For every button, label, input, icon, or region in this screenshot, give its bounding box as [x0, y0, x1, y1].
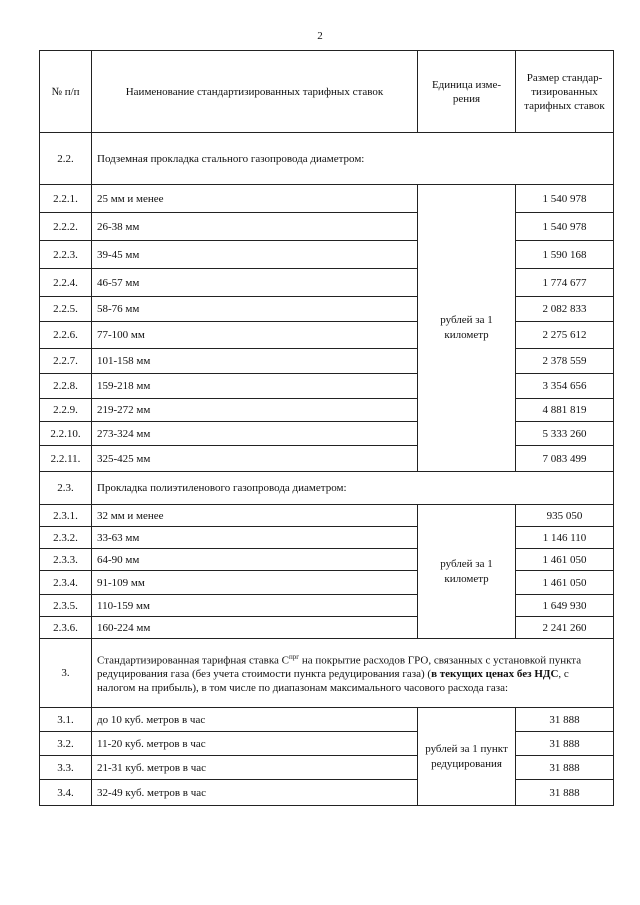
- table-row: [40, 374, 614, 399]
- header-unit: Единица изме-рения: [418, 51, 516, 133]
- row-value: 1 774 677: [516, 269, 614, 297]
- row-num: 2.2.9.: [40, 399, 92, 422]
- table-row: [40, 527, 614, 549]
- table-row: [40, 446, 614, 472]
- section-text-sup: прг: [289, 652, 300, 661]
- section-text-b: на покрытие расходов ГРО, связанных с установкой пункта редуцирования газа (без учета стоимости пункта редуцирования газа) (: [97, 654, 582, 681]
- table-row: [40, 213, 614, 241]
- row-name: 110-159 мм: [92, 595, 418, 617]
- row-name: 32-49 куб. метров в час: [92, 780, 418, 806]
- row-name: 101-158 мм: [92, 349, 418, 374]
- row-num: 3.1.: [40, 708, 92, 732]
- row-value: 1 540 978: [516, 185, 614, 213]
- row-value: 7 083 499: [516, 446, 614, 472]
- row-num: 2.3.6.: [40, 617, 92, 639]
- row-num: 2.3.4.: [40, 571, 92, 595]
- section-row: [40, 133, 614, 185]
- table-row: [40, 241, 614, 269]
- table-row: [40, 571, 614, 595]
- row-value: 1 461 050: [516, 549, 614, 571]
- row-num: 2.2.10.: [40, 422, 92, 446]
- row-value: 2 241 260: [516, 617, 614, 639]
- unit-cell: рублей за 1 пункт редуцирования: [418, 708, 516, 806]
- table-header-row: [40, 51, 614, 133]
- table-row: [40, 732, 614, 756]
- row-value: 1 649 930: [516, 595, 614, 617]
- row-value: 1 540 978: [516, 213, 614, 241]
- unit-cell: рублей за 1 километр: [418, 185, 516, 472]
- row-value: 1 461 050: [516, 571, 614, 595]
- row-name: 160-224 мм: [92, 617, 418, 639]
- table-row: [40, 185, 614, 213]
- row-name: 325-425 мм: [92, 446, 418, 472]
- row-num: 2.2.6.: [40, 322, 92, 349]
- table-row: [40, 422, 614, 446]
- table-row: [40, 780, 614, 806]
- row-name: до 10 куб. метров в час: [92, 708, 418, 732]
- row-num: 2.2.7.: [40, 349, 92, 374]
- section-row: [40, 472, 614, 505]
- row-value: 2 275 612: [516, 322, 614, 349]
- row-num: 2.2.4.: [40, 269, 92, 297]
- section-title: [92, 639, 614, 708]
- unit-cell: рублей за 1 километр: [418, 505, 516, 639]
- row-name: 91-109 мм: [92, 571, 418, 595]
- row-value: 3 354 656: [516, 374, 614, 399]
- section-title: Прокладка полиэтиленового газопровода диаметром:: [92, 472, 614, 505]
- row-name: 39-45 мм: [92, 241, 418, 269]
- section-text-a: Стандартизированная тарифная ставка C: [97, 654, 290, 667]
- row-name: 159-218 мм: [92, 374, 418, 399]
- row-name: 58-76 мм: [92, 297, 418, 322]
- row-num: 3.4.: [40, 780, 92, 806]
- row-num: 2.3.1.: [40, 505, 92, 527]
- row-value: 2 082 833: [516, 297, 614, 322]
- header-num: № п/п: [40, 51, 92, 133]
- row-num: 2.2.11.: [40, 446, 92, 472]
- table-row: [40, 269, 614, 297]
- row-value: 1 590 168: [516, 241, 614, 269]
- header-name: Наименование стандартизированных тарифных ставок: [92, 51, 418, 133]
- row-value: 4 881 819: [516, 399, 614, 422]
- row-num: 2.2.3.: [40, 241, 92, 269]
- section-num: 2.3.: [40, 472, 92, 505]
- table-row: [40, 297, 614, 322]
- table-row: [40, 349, 614, 374]
- row-num: 3.2.: [40, 732, 92, 756]
- row-num: 2.3.5.: [40, 595, 92, 617]
- row-name: 11-20 куб. метров в час: [92, 732, 418, 756]
- row-value: 935 050: [516, 505, 614, 527]
- table-row: [40, 505, 614, 527]
- row-value: 5 333 260: [516, 422, 614, 446]
- table-row: [40, 399, 614, 422]
- row-value: 2 378 559: [516, 349, 614, 374]
- row-num: 2.2.8.: [40, 374, 92, 399]
- row-name: 64-90 мм: [92, 549, 418, 571]
- row-value: 31 888: [516, 756, 614, 780]
- row-value: 31 888: [516, 708, 614, 732]
- section-num: 2.2.: [40, 133, 92, 185]
- row-name: 77-100 мм: [92, 322, 418, 349]
- row-name: 32 мм и менее: [92, 505, 418, 527]
- section-row: [40, 639, 614, 708]
- section-text-c: , с налогом на прибыль), в том числе по диапазонам максимального часового расхода газа:: [97, 668, 569, 694]
- table-row: [40, 549, 614, 571]
- header-value: Размер стандар-тизированных тарифных ставок: [516, 51, 614, 133]
- row-name: 26-38 мм: [92, 213, 418, 241]
- row-value: 1 146 110: [516, 527, 614, 549]
- row-value: 31 888: [516, 780, 614, 806]
- row-num: 2.3.3.: [40, 549, 92, 571]
- row-num: 2.2.2.: [40, 213, 92, 241]
- section-title: Подземная прокладка стального газопровода диаметром:: [92, 133, 614, 185]
- section-text-bold: в текущих ценах без НДС: [431, 668, 559, 681]
- table-row: [40, 756, 614, 780]
- row-value: 31 888: [516, 732, 614, 756]
- table-row: [40, 595, 614, 617]
- row-num: 2.3.2.: [40, 527, 92, 549]
- table-row: [40, 617, 614, 639]
- table-row: [40, 708, 614, 732]
- row-name: 46-57 мм: [92, 269, 418, 297]
- row-name: 25 мм и менее: [92, 185, 418, 213]
- row-name: 219-272 мм: [92, 399, 418, 422]
- row-name: 21-31 куб. метров в час: [92, 756, 418, 780]
- row-num: 2.2.1.: [40, 185, 92, 213]
- section-num: 3.: [40, 639, 92, 708]
- tariff-table: [39, 50, 614, 806]
- row-num: 2.2.5.: [40, 297, 92, 322]
- page-number: 2: [317, 30, 323, 42]
- table-row: [40, 322, 614, 349]
- row-name: 273-324 мм: [92, 422, 418, 446]
- row-name: 33-63 мм: [92, 527, 418, 549]
- row-num: 3.3.: [40, 756, 92, 780]
